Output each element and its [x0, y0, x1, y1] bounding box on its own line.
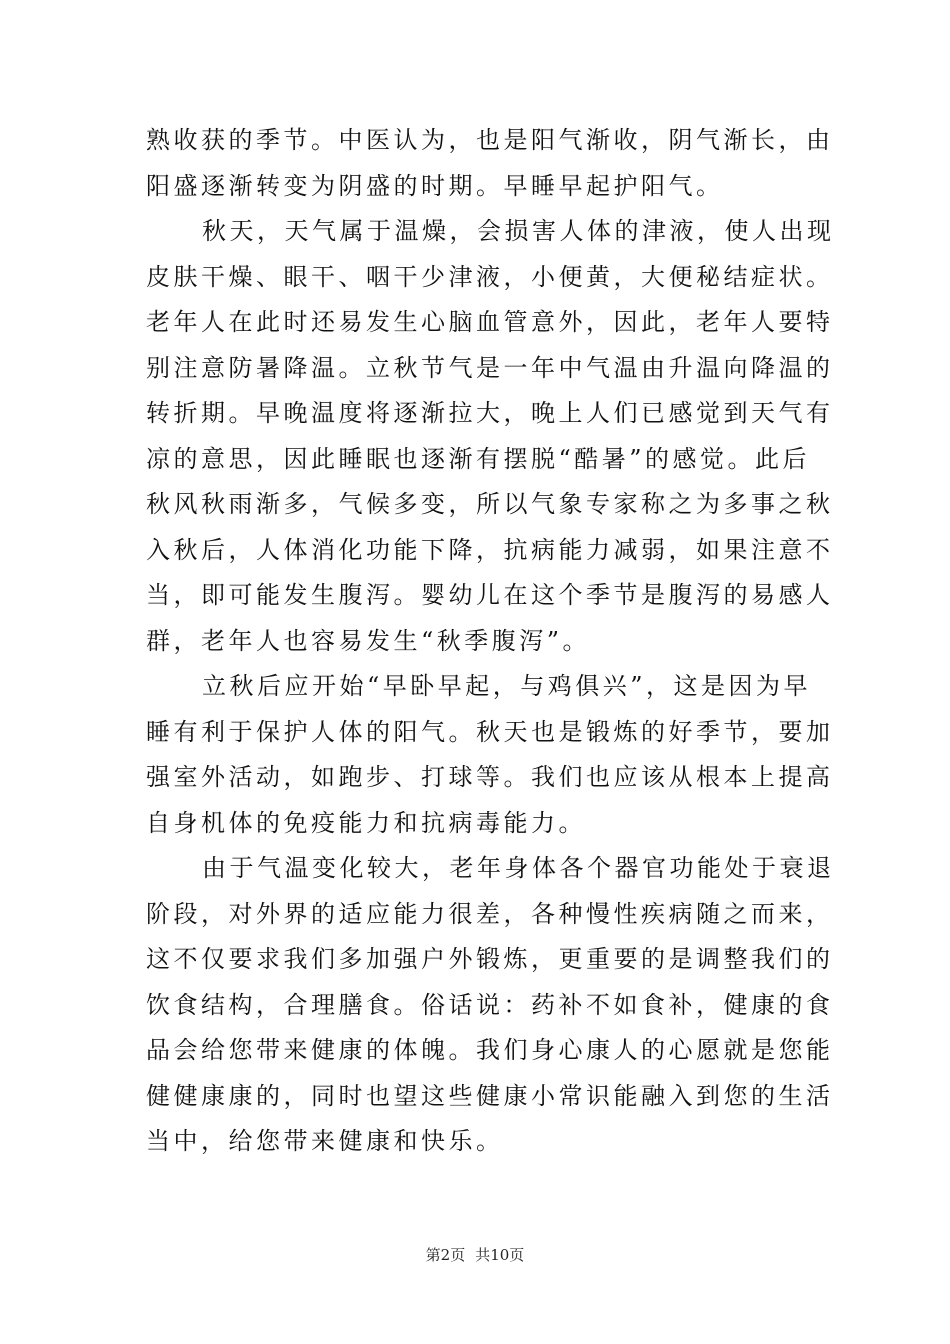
text-line: 皮肤干燥、眼干、咽干少津液，小便黄，大便秘结症状。	[146, 262, 834, 291]
text-line: 熟收获的季节。中医认为，也是阳气渐收，阴气渐长，由	[146, 126, 834, 154]
text-line: 阶段，对外界的适应能力很差，各种慢性疾病随之而来，	[146, 899, 834, 928]
text-line: 转折期。早晚温度将逐渐拉大，晚上人们已感觉到天气有	[146, 399, 834, 427]
text-line: 睡有利于保护人体的阳气。秋天也是锻炼的好季节，要加	[146, 717, 834, 746]
page-total: 共10页	[475, 1246, 525, 1264]
text-line: 当中，给您带来健康和快乐。	[146, 1127, 504, 1155]
text-line: 别注意防暑降温。立秋节气是一年中气温由升温向降温的	[146, 353, 834, 382]
text-line: 健健康康的，同时也望这些健康小常识能融入到您的生活	[146, 1081, 834, 1110]
text-line: 这不仅要求我们多加强户外锻炼，更重要的是调整我们的	[146, 945, 834, 973]
text-line: 入秋后，人体消化功能下降，抗病能力减弱，如果注意不	[146, 535, 834, 564]
text-line: 凉的意思，因此睡眠也逐渐有摆脱“酷暑”的感觉。此后	[146, 444, 811, 473]
text-line: 群，老年人也容易发生“秋季腹泻”。	[146, 626, 591, 655]
paragraph-first-line: 立秋后应开始“早卧早起，与鸡俱兴”，这是因为早	[202, 672, 812, 700]
page-number: 第2页	[425, 1246, 466, 1264]
body-text	[146, 118, 835, 1165]
text-line: 阳盛逐渐转变为阴盛的时期。早睡早起护阳气。	[146, 171, 724, 200]
page-footer	[0, 1244, 950, 1265]
paragraph-first-line: 由于气温变化较大，老年身体各个器官功能处于衰退	[202, 854, 835, 882]
text-line: 老年人在此时还易发生心脑血管意外，因此，老年人要特	[146, 308, 834, 336]
text-line: 品会给您带来健康的体魄。我们身心康人的心愿就是您能	[146, 1036, 834, 1064]
text-line: 当，即可能发生腹泻。婴幼儿在这个季节是腹泻的易感人	[146, 581, 834, 609]
text-line: 秋风秋雨渐多，气候多变，所以气象专家称之为多事之秋	[146, 490, 834, 518]
text-line: 强室外活动，如跑步、打球等。我们也应该从根本上提高	[146, 763, 834, 791]
text-line: 饮食结构，合理膳食。俗话说：药补不如食补，健康的食	[146, 990, 834, 1019]
text-line: 自身机体的免疫能力和抗病毒能力。	[146, 808, 586, 837]
paragraph-first-line: 秋天，天气属于温燥，会损害人体的津液，使人出现	[202, 217, 835, 245]
